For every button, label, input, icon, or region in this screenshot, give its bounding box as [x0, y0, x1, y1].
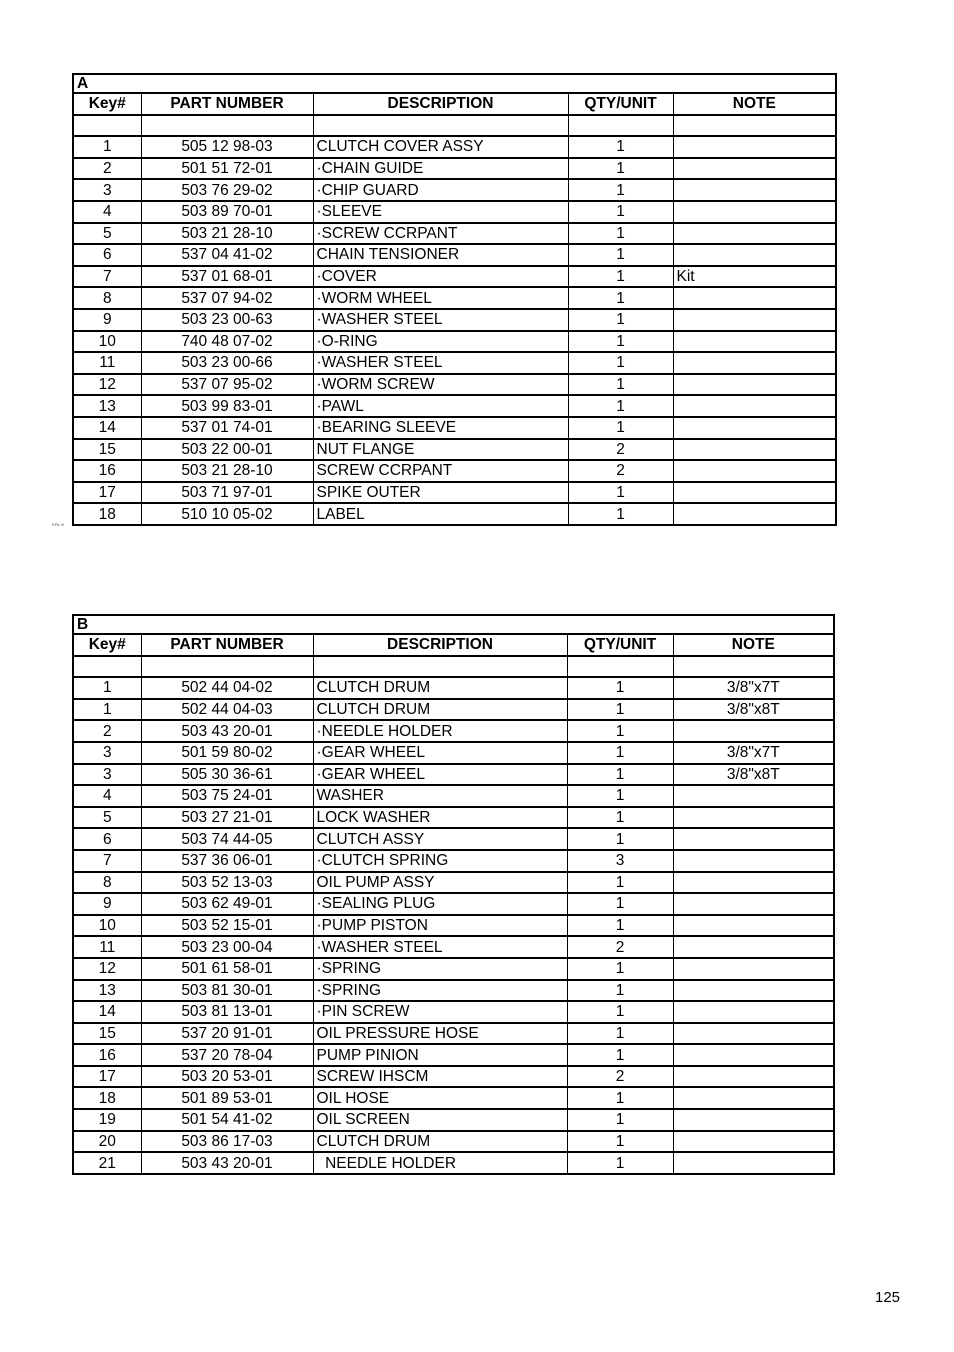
note-cell [673, 872, 834, 894]
qty-cell: 3 [567, 850, 673, 872]
note-cell [673, 460, 836, 482]
qty-cell: 1 [568, 244, 673, 266]
small-mark: EPA III [52, 522, 64, 527]
description-cell: ·PAWL [313, 395, 568, 417]
table-row [73, 1131, 834, 1153]
column-header-note: NOTE [673, 634, 834, 656]
key-cell: 14 [73, 1001, 141, 1023]
qty-cell: 1 [567, 764, 673, 786]
key-cell: 8 [73, 872, 141, 894]
table-row [73, 201, 836, 223]
part-number-cell: 503 99 83-01 [141, 395, 313, 417]
table-row [73, 980, 834, 1002]
table-row [73, 720, 834, 742]
column-header-qty-unit: QTY/UNIT [567, 634, 673, 656]
note-cell [673, 850, 834, 872]
spacer-cell [567, 656, 673, 678]
description-cell: OIL PRESSURE HOSE [313, 1023, 567, 1045]
qty-cell: 1 [568, 331, 673, 353]
qty-cell: 1 [568, 136, 673, 158]
table-row [73, 309, 836, 331]
key-cell: 6 [73, 244, 141, 266]
column-header-description: DESCRIPTION [313, 93, 568, 115]
note-cell [673, 1131, 834, 1153]
note-cell [673, 915, 834, 937]
qty-cell: 1 [568, 417, 673, 439]
qty-cell: 1 [568, 395, 673, 417]
part-number-cell: 503 23 00-63 [141, 309, 313, 331]
key-cell: 16 [73, 1044, 141, 1066]
key-cell: 19 [73, 1109, 141, 1131]
table-row [73, 352, 836, 374]
key-cell: 3 [73, 742, 141, 764]
qty-cell: 2 [568, 460, 673, 482]
table-row [73, 179, 836, 201]
qty-cell: 1 [567, 1131, 673, 1153]
note-cell [673, 179, 836, 201]
table-row [73, 1044, 834, 1066]
part-number-cell: 503 75 24-01 [141, 785, 313, 807]
table-row [73, 958, 834, 980]
table-row [73, 417, 836, 439]
spacer-cell [141, 115, 313, 137]
part-number-cell: 503 52 13-03 [141, 872, 313, 894]
part-number-cell: 503 76 29-02 [141, 179, 313, 201]
table-row [73, 1066, 834, 1088]
key-cell: 18 [73, 503, 141, 525]
description-cell: ·BEARING SLEEVE [313, 417, 568, 439]
key-cell: 3 [73, 764, 141, 786]
table-row [73, 742, 834, 764]
qty-cell: 1 [567, 677, 673, 699]
qty-cell: 1 [567, 980, 673, 1002]
part-number-cell: 503 43 20-01 [141, 720, 313, 742]
part-number-cell: 503 81 13-01 [141, 1001, 313, 1023]
note-cell [673, 417, 836, 439]
description-cell: SCREW CCRPANT [313, 460, 568, 482]
note-cell [673, 395, 836, 417]
note-cell [673, 352, 836, 374]
description-cell: CLUTCH DRUM [313, 699, 567, 721]
table-row [73, 244, 836, 266]
qty-cell: 1 [567, 893, 673, 915]
qty-cell: 1 [568, 158, 673, 180]
spacer-row [73, 115, 836, 137]
header-row [73, 93, 836, 115]
qty-cell: 1 [568, 482, 673, 504]
table-row [73, 828, 834, 850]
table-row [73, 764, 834, 786]
table-row [73, 158, 836, 180]
table-row [73, 1152, 834, 1174]
table-row [73, 374, 836, 396]
description-cell: ·PUMP PISTON [313, 915, 567, 937]
key-cell: 7 [73, 850, 141, 872]
parts-table-a [72, 73, 837, 526]
column-header-description: DESCRIPTION [313, 634, 567, 656]
column-header-part-number: PART NUMBER [141, 93, 313, 115]
description-cell: ·SEALING PLUG [313, 893, 567, 915]
key-cell: 13 [73, 395, 141, 417]
qty-cell: 1 [567, 1044, 673, 1066]
part-number-cell: 501 61 58-01 [141, 958, 313, 980]
spacer-cell [673, 115, 836, 137]
note-cell: 3/8"x8T [673, 699, 834, 721]
part-number-cell: 537 07 95-02 [141, 374, 313, 396]
spacer-cell [313, 656, 567, 678]
table-row [73, 395, 836, 417]
note-cell [673, 828, 834, 850]
qty-cell: 1 [567, 1023, 673, 1045]
key-cell: 11 [73, 936, 141, 958]
qty-cell: 1 [568, 374, 673, 396]
qty-cell: 1 [567, 1001, 673, 1023]
part-number-cell: 537 20 78-04 [141, 1044, 313, 1066]
qty-cell: 1 [567, 785, 673, 807]
part-number-cell: 510 10 05-02 [141, 503, 313, 525]
key-cell: 8 [73, 287, 141, 309]
qty-cell: 2 [567, 936, 673, 958]
key-cell: 1 [73, 677, 141, 699]
note-cell [673, 136, 836, 158]
note-cell: 3/8"x7T [673, 742, 834, 764]
description-cell: NEEDLE HOLDER [313, 1152, 567, 1174]
key-cell: 5 [73, 807, 141, 829]
part-number-cell: 502 44 04-02 [141, 677, 313, 699]
description-cell: OIL PUMP ASSY [313, 872, 567, 894]
table-row [73, 503, 836, 525]
key-cell: 2 [73, 720, 141, 742]
description-cell: ·WORM WHEEL [313, 287, 568, 309]
description-cell: SCREW IHSCM [313, 1066, 567, 1088]
qty-cell: 1 [568, 309, 673, 331]
table-row [73, 1001, 834, 1023]
column-header-part-number: PART NUMBER [141, 634, 313, 656]
table-row [73, 460, 836, 482]
part-number-cell: 501 54 41-02 [141, 1109, 313, 1131]
spacer-cell [673, 656, 834, 678]
part-number-cell: 503 27 21-01 [141, 807, 313, 829]
note-cell [673, 287, 836, 309]
note-cell [673, 1109, 834, 1131]
note-cell [673, 158, 836, 180]
part-number-cell: 503 43 20-01 [141, 1152, 313, 1174]
note-cell: Kit [673, 266, 836, 288]
part-number-cell: 503 23 00-04 [141, 936, 313, 958]
qty-cell: 1 [567, 1109, 673, 1131]
qty-cell: 1 [567, 720, 673, 742]
qty-cell: 1 [568, 287, 673, 309]
part-number-cell: 503 89 70-01 [141, 201, 313, 223]
description-cell: ·CHIP GUARD [313, 179, 568, 201]
key-cell: 1 [73, 699, 141, 721]
key-cell: 13 [73, 980, 141, 1002]
description-cell: LOCK WASHER [313, 807, 567, 829]
qty-cell: 1 [568, 223, 673, 245]
table-row [73, 850, 834, 872]
part-number-cell: 503 22 00-01 [141, 439, 313, 461]
description-cell: ·NEEDLE HOLDER [313, 720, 567, 742]
description-cell: ·WASHER STEEL [313, 309, 568, 331]
key-cell: 18 [73, 1087, 141, 1109]
description-cell: ·COVER [313, 266, 568, 288]
description-cell: ·SPRING [313, 958, 567, 980]
note-cell [673, 785, 834, 807]
key-cell: 1 [73, 136, 141, 158]
description-cell: ·SPRING [313, 980, 567, 1002]
qty-cell: 2 [567, 1066, 673, 1088]
description-cell: OIL HOSE [313, 1087, 567, 1109]
part-number-cell: 501 59 80-02 [141, 742, 313, 764]
table-row [73, 331, 836, 353]
note-cell [673, 1023, 834, 1045]
table-row [73, 1109, 834, 1131]
table-row [73, 785, 834, 807]
note-cell [673, 1087, 834, 1109]
note-cell [673, 1152, 834, 1174]
key-cell: 7 [73, 266, 141, 288]
key-cell: 10 [73, 331, 141, 353]
note-cell [673, 503, 836, 525]
page-number: 125 [875, 1289, 901, 1306]
table-body [73, 677, 834, 1174]
key-cell: 5 [73, 223, 141, 245]
key-cell: 21 [73, 1152, 141, 1174]
description-cell: CLUTCH ASSY [313, 828, 567, 850]
table-row [73, 699, 834, 721]
key-cell: 10 [73, 915, 141, 937]
qty-cell: 2 [568, 439, 673, 461]
part-number-cell: 503 23 00-66 [141, 352, 313, 374]
spacer-cell [141, 656, 313, 678]
qty-cell: 1 [567, 807, 673, 829]
qty-cell: 1 [568, 503, 673, 525]
column-header-key: Key# [73, 93, 141, 115]
description-cell: NUT FLANGE [313, 439, 568, 461]
note-cell [673, 958, 834, 980]
description-cell: PUMP PINION [313, 1044, 567, 1066]
table-row [73, 677, 834, 699]
qty-cell: 1 [567, 1152, 673, 1174]
part-number-cell: 503 74 44-05 [141, 828, 313, 850]
part-number-cell: 503 86 17-03 [141, 1131, 313, 1153]
description-cell: CLUTCH DRUM [313, 1131, 567, 1153]
key-cell: 9 [73, 893, 141, 915]
description-cell: CHAIN TENSIONER [313, 244, 568, 266]
part-number-cell: 503 52 15-01 [141, 915, 313, 937]
table-row [73, 1023, 834, 1045]
key-cell: 3 [73, 179, 141, 201]
part-number-cell: 505 12 98-03 [141, 136, 313, 158]
note-cell [673, 720, 834, 742]
key-cell: 4 [73, 201, 141, 223]
part-number-cell: 503 21 28-10 [141, 223, 313, 245]
part-number-cell: 503 20 53-01 [141, 1066, 313, 1088]
part-number-cell: 537 20 91-01 [141, 1023, 313, 1045]
description-cell: CLUTCH COVER ASSY [313, 136, 568, 158]
part-number-cell: 505 30 36-61 [141, 764, 313, 786]
note-cell [673, 1044, 834, 1066]
part-number-cell: 502 44 04-03 [141, 699, 313, 721]
qty-cell: 1 [568, 352, 673, 374]
table-row [73, 266, 836, 288]
qty-cell: 1 [567, 872, 673, 894]
note-cell [673, 980, 834, 1002]
note-cell [673, 201, 836, 223]
section-row [73, 615, 834, 634]
part-number-cell: 537 01 68-01 [141, 266, 313, 288]
spacer-cell [568, 115, 673, 137]
key-cell: 4 [73, 785, 141, 807]
note-cell [673, 1001, 834, 1023]
qty-cell: 1 [567, 915, 673, 937]
description-cell: CLUTCH DRUM [313, 677, 567, 699]
description-cell: OIL SCREEN [313, 1109, 567, 1131]
description-cell: ·PIN SCREW [313, 1001, 567, 1023]
note-cell [673, 1066, 834, 1088]
table-body [73, 136, 836, 525]
spacer-cell [73, 115, 141, 137]
header-row [73, 634, 834, 656]
column-header-qty-unit: QTY/UNIT [568, 93, 673, 115]
description-cell: ·CLUTCH SPRING [313, 850, 567, 872]
spacer-row [73, 656, 834, 678]
part-number-cell: 501 89 53-01 [141, 1087, 313, 1109]
table-row [73, 936, 834, 958]
spacer-cell [313, 115, 568, 137]
note-cell [673, 482, 836, 504]
table-row [73, 915, 834, 937]
note-cell [673, 439, 836, 461]
description-cell: ·GEAR WHEEL [313, 764, 567, 786]
table-row [73, 439, 836, 461]
table-row [73, 287, 836, 309]
key-cell: 14 [73, 417, 141, 439]
column-header-key: Key# [73, 634, 141, 656]
table-row [73, 136, 836, 158]
qty-cell: 1 [567, 958, 673, 980]
description-cell: LABEL [313, 503, 568, 525]
description-cell: ·CHAIN GUIDE [313, 158, 568, 180]
key-cell: 15 [73, 1023, 141, 1045]
description-cell: SPIKE OUTER [313, 482, 568, 504]
key-cell: 6 [73, 828, 141, 850]
note-cell: 3/8"x7T [673, 677, 834, 699]
description-cell: ·WORM SCREW [313, 374, 568, 396]
key-cell: 11 [73, 352, 141, 374]
table-row [73, 223, 836, 245]
description-cell: WASHER [313, 785, 567, 807]
table-row [73, 482, 836, 504]
part-number-cell: 537 36 06-01 [141, 850, 313, 872]
note-cell: 3/8"x8T [673, 764, 834, 786]
note-cell [673, 893, 834, 915]
part-number-cell: 501 51 72-01 [141, 158, 313, 180]
spacer-cell [73, 656, 141, 678]
qty-cell: 1 [567, 699, 673, 721]
qty-cell: 1 [567, 828, 673, 850]
qty-cell: 1 [568, 266, 673, 288]
note-cell [673, 309, 836, 331]
key-cell: 12 [73, 958, 141, 980]
column-header-note: NOTE [673, 93, 836, 115]
note-cell [673, 374, 836, 396]
qty-cell: 1 [568, 179, 673, 201]
part-number-cell: 503 71 97-01 [141, 482, 313, 504]
key-cell: 16 [73, 460, 141, 482]
description-cell: ·GEAR WHEEL [313, 742, 567, 764]
part-number-cell: 537 07 94-02 [141, 287, 313, 309]
key-cell: 9 [73, 309, 141, 331]
qty-cell: 1 [567, 1087, 673, 1109]
part-number-cell: 503 62 49-01 [141, 893, 313, 915]
part-number-cell: 537 01 74-01 [141, 417, 313, 439]
key-cell: 17 [73, 1066, 141, 1088]
note-cell [673, 223, 836, 245]
section-label: B [73, 615, 834, 634]
description-cell: ·WASHER STEEL [313, 936, 567, 958]
section-label: A [73, 74, 836, 93]
description-cell: ·SLEEVE [313, 201, 568, 223]
table-row [73, 1087, 834, 1109]
table-row [73, 893, 834, 915]
description-cell: ·WASHER STEEL [313, 352, 568, 374]
table-row [73, 807, 834, 829]
key-cell: 17 [73, 482, 141, 504]
part-number-cell: 503 81 30-01 [141, 980, 313, 1002]
part-number-cell: 740 48 07-02 [141, 331, 313, 353]
note-cell [673, 807, 834, 829]
key-cell: 2 [73, 158, 141, 180]
description-cell: ·SCREW CCRPANT [313, 223, 568, 245]
key-cell: 15 [73, 439, 141, 461]
part-number-cell: 503 21 28-10 [141, 460, 313, 482]
key-cell: 12 [73, 374, 141, 396]
part-number-cell: 537 04 41-02 [141, 244, 313, 266]
note-cell [673, 936, 834, 958]
parts-table-b [72, 614, 835, 1175]
note-cell [673, 331, 836, 353]
table-row [73, 872, 834, 894]
qty-cell: 1 [567, 742, 673, 764]
key-cell: 20 [73, 1131, 141, 1153]
note-cell [673, 244, 836, 266]
description-cell: ·O-RING [313, 331, 568, 353]
qty-cell: 1 [568, 201, 673, 223]
section-row [73, 74, 836, 93]
